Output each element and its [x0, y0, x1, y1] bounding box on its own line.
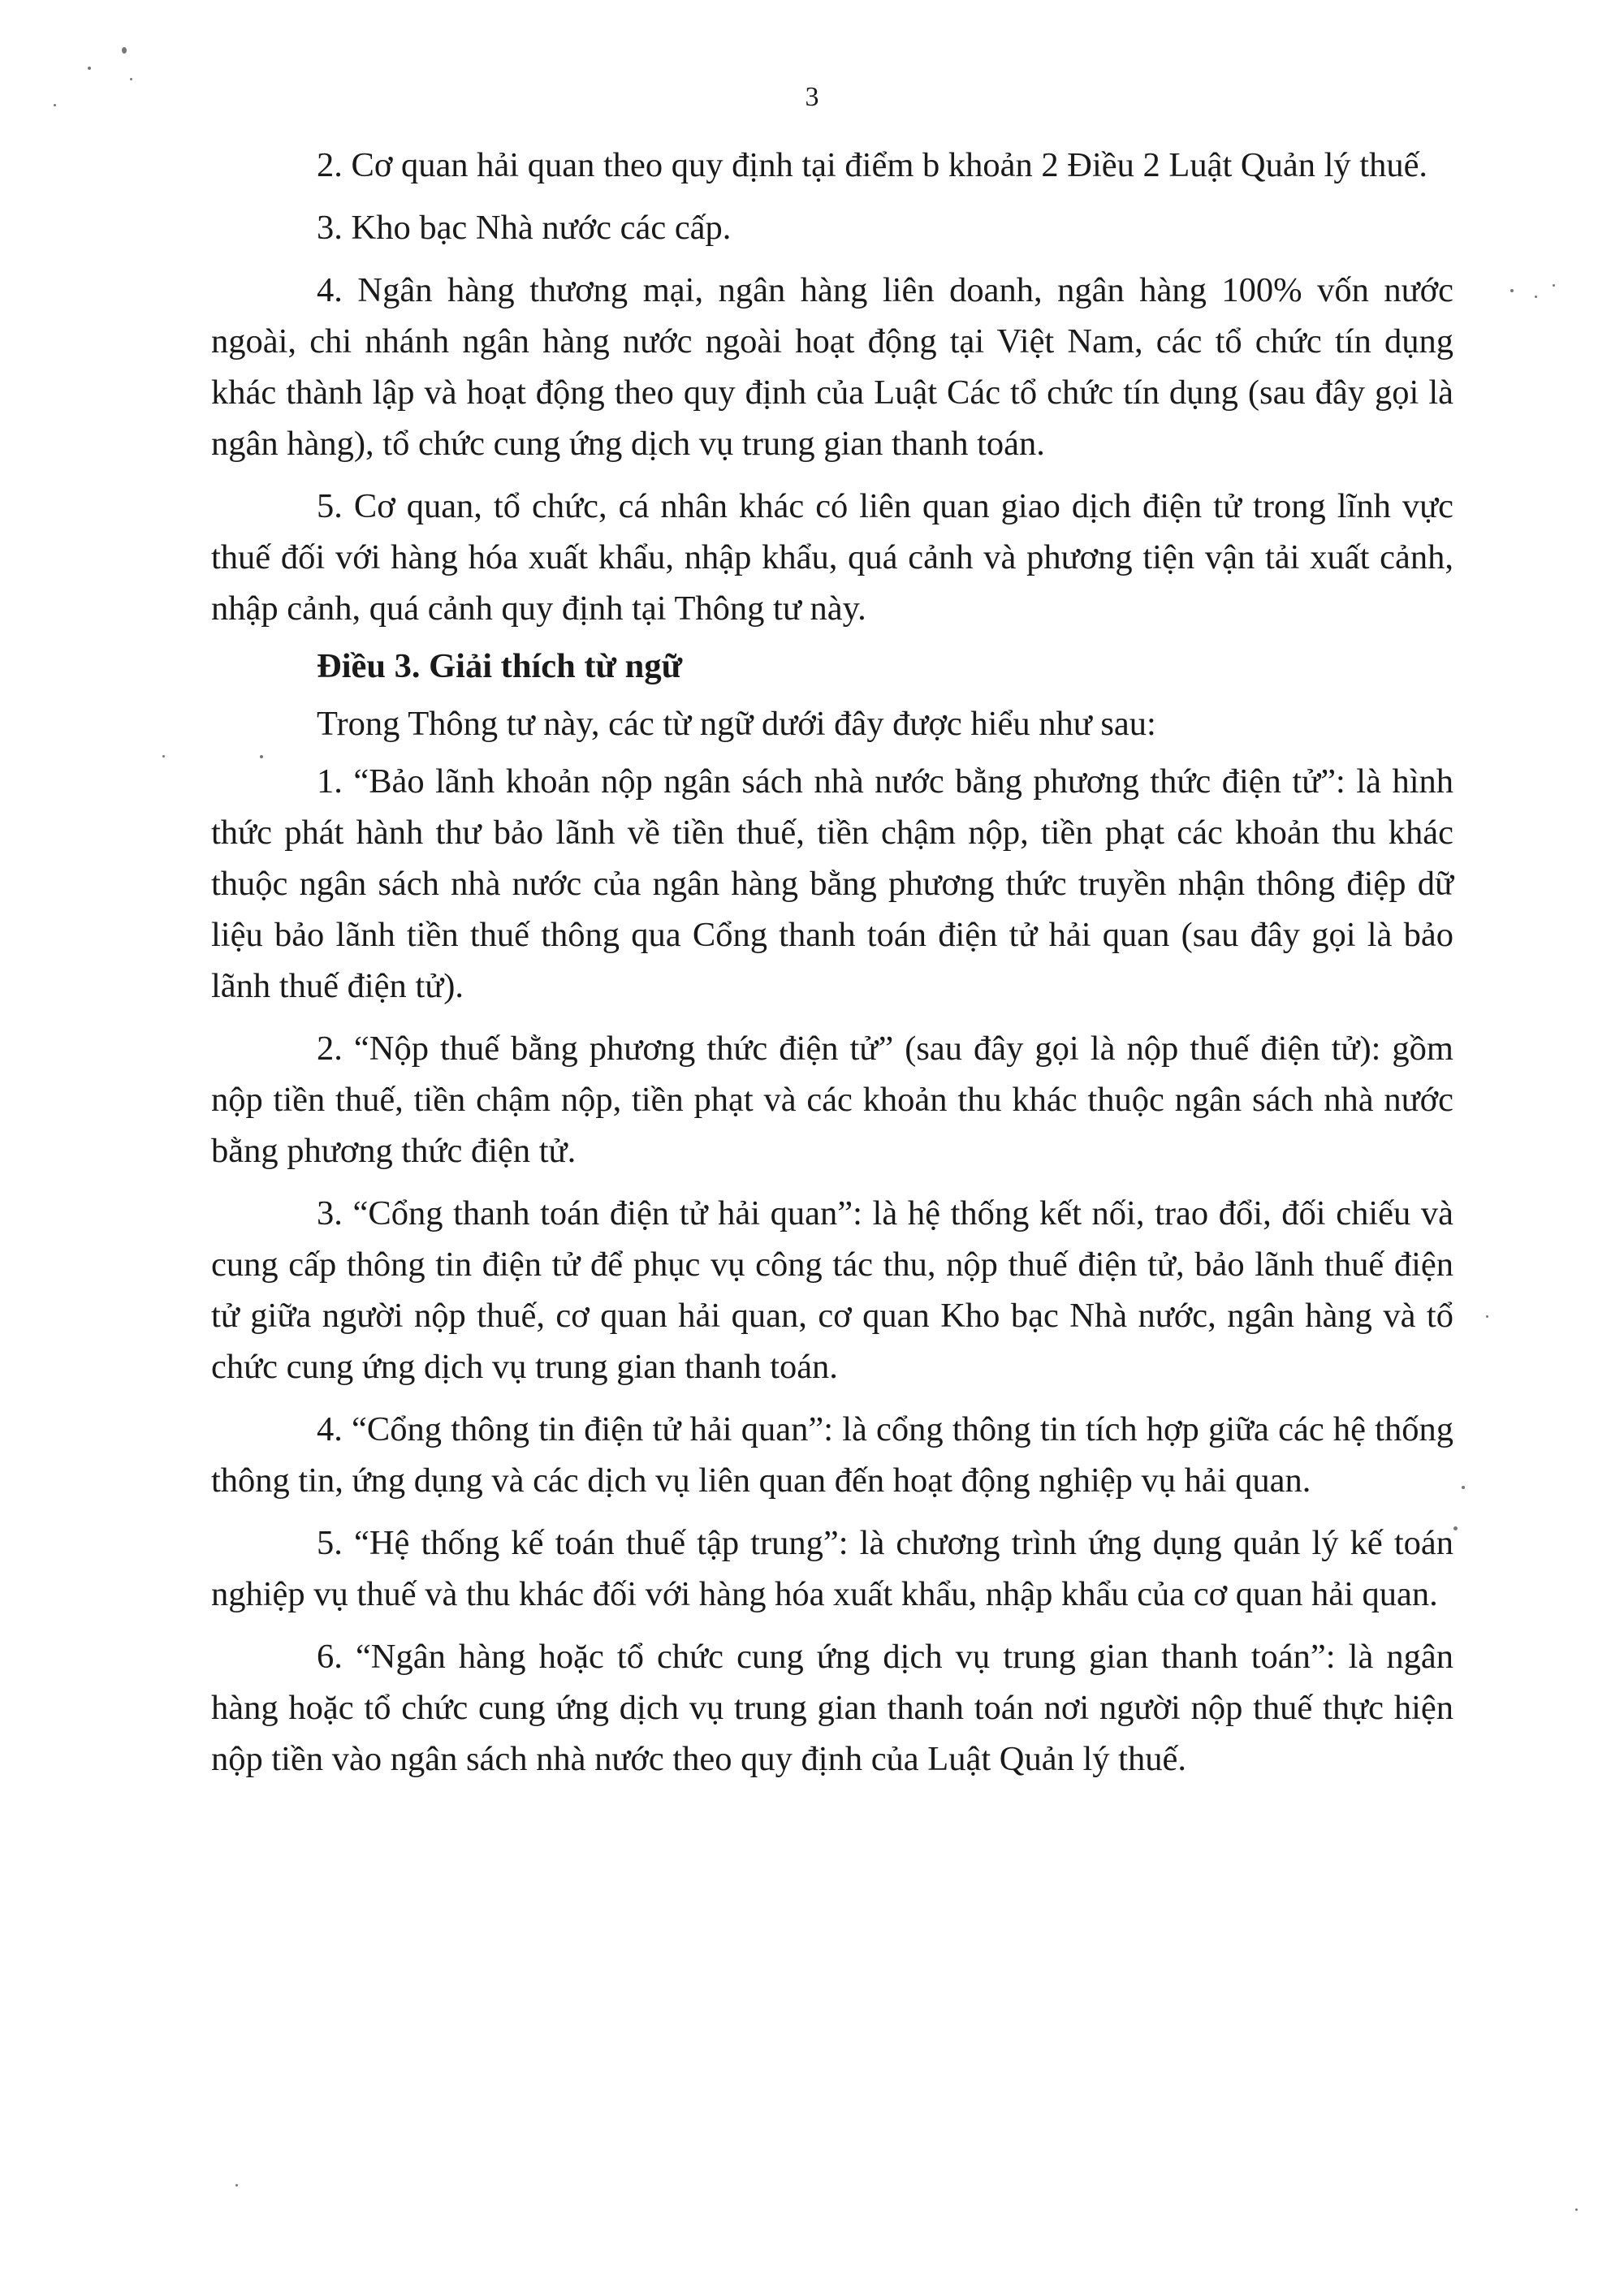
scan-speck	[1510, 289, 1514, 292]
scan-speck	[88, 67, 91, 70]
scan-speck	[122, 47, 127, 54]
scan-speck	[1462, 1486, 1465, 1489]
scan-speck	[235, 2184, 238, 2187]
paragraph-4: 4. Ngân hàng thương mại, ngân hàng liên doanh, ngân hàng 100% vốn nước ngoài, chi nhánh ngân hàng nước ngoài hoạt động tại Việt Nam, các tổ chức tín dụng khác thành lập và hoạt động theo quy định của Luật Các tổ chức tín dụng (sau đây gọi là ngân hàng), tổ chức cung ứng dịch vụ trung gian thanh toán.	[211, 271, 1453, 463]
scan-speck	[1486, 1315, 1488, 1318]
definition-2: 2. “Nộp thuế bằng phương thức điện tử” (sau đây gọi là nộp thuế điện tử): gồm nộp tiền thuế, tiền chậm nộp, tiền phạt và các khoản thu khác thuộc ngân sách nhà nước bằng phương thức điện tử.	[211, 1030, 1453, 1170]
paragraph-3: 3. Kho bạc Nhà nước các cấp.	[317, 209, 732, 247]
definition-6: 6. “Ngân hàng hoặc tổ chức cung ứng dịch vụ trung gian thanh toán”: là ngân hàng hoặc tổ chức cung ứng dịch vụ trung gian thanh toán nơi người nộp thuế thực hiện nộp tiền vào ngân sách nhà nước theo quy định của Luật Quản lý thuế.	[211, 1638, 1453, 1778]
scan-speck	[1553, 284, 1555, 287]
scan-speck	[1575, 2208, 1578, 2211]
scan-speck	[54, 104, 56, 106]
document-body	[211, 140, 1453, 1796]
definition-4: 4. “Cổng thông tin điện tử hải quan”: là cổng thông tin tích hợp giữa các hệ thống thông tin, ứng dụng và các dịch vụ liên quan đến hoạt động nghiệp vụ hải quan.	[211, 1410, 1453, 1500]
scan-speck	[130, 78, 132, 80]
definition-1: 1. “Bảo lãnh khoản nộp ngân sách nhà nước bằng phương thức điện tử”: là hình thức phát hành thư bảo lãnh về tiền thuế, tiền chậm nộp, tiền phạt các khoản thu khác thuộc ngân sách nhà nước của ngân hàng bằng phương thức truyền nhận thông điệp dữ liệu bảo lãnh tiền thuế thông qua Cổng thanh toán điện tử hải quan (sau đây gọi là bảo lãnh thuế điện tử).	[211, 762, 1453, 1005]
definition-3: 3. “Cổng thanh toán điện tử hải quan”: là hệ thống kết nối, trao đổi, đối chiếu và cung cấp thông tin điện tử để phục vụ công tác thu, nộp thuế điện tử, bảo lãnh thuế điện tử giữa người nộp thuế, cơ quan hải quan, cơ quan Kho bạc Nhà nước, ngân hàng và tổ chức cung ứng dịch vụ trung gian thanh toán.	[211, 1194, 1453, 1386]
scan-speck	[260, 755, 263, 758]
scan-speck	[1453, 1526, 1458, 1530]
paragraph-5: 5. Cơ quan, tổ chức, cá nhân khác có liên quan giao dịch điện tử trong lĩnh vực thuế đối với hàng hóa xuất khẩu, nhập khẩu, quá cảnh và phương tiện vận tải xuất cảnh, nhập cảnh, quá cảnh quy định tại Thông tư này.	[211, 487, 1453, 628]
page-number: 3	[805, 82, 819, 112]
definition-5: 5. “Hệ thống kế toán thuế tập trung”: là chương trình ứng dụng quản lý kế toán nghiệp vụ thuế và thu khác đối với hàng hóa xuất khẩu, nhập khẩu của cơ quan hải quan.	[211, 1524, 1453, 1613]
paragraph-2: 2. Cơ quan hải quan theo quy định tại điểm b khoản 2 Điều 2 Luật Quản lý thuế.	[317, 146, 1428, 184]
scan-speck	[1535, 296, 1537, 298]
article-heading: Điều 3. Giải thích từ ngữ	[317, 647, 683, 685]
article-intro: Trong Thông tư này, các từ ngữ dưới đây được hiểu như sau:	[317, 705, 1156, 743]
scan-speck	[162, 755, 165, 758]
